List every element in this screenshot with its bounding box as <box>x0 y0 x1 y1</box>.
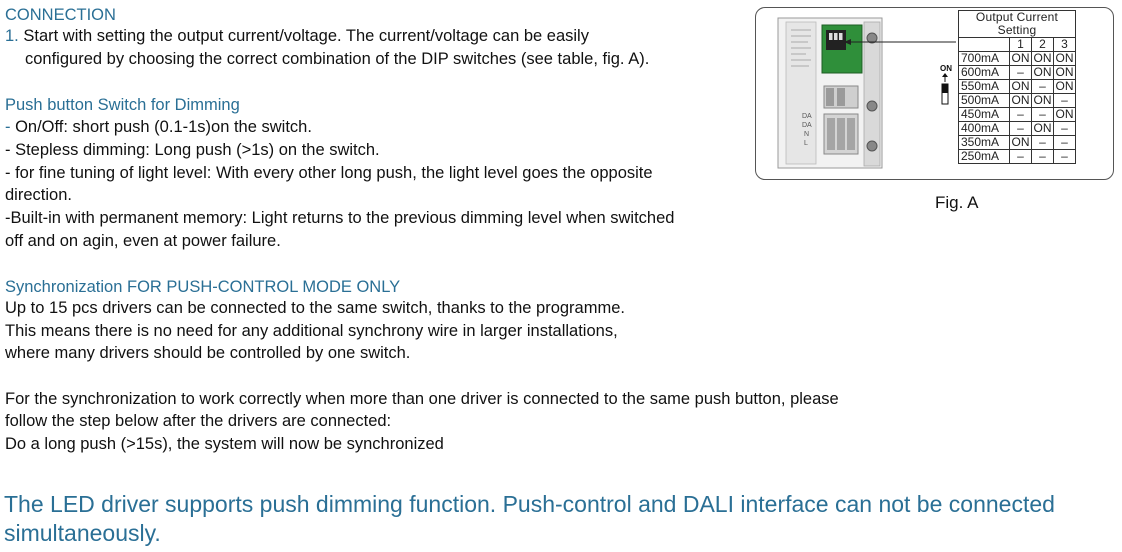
row-cell: ON <box>1055 79 1074 93</box>
table-header-col1: 1 <box>1010 38 1032 52</box>
screw-middle <box>867 101 877 111</box>
row-cell: – <box>1010 66 1032 80</box>
table-row <box>959 94 1076 108</box>
output-current-table <box>958 10 1076 164</box>
row-cell: – <box>1054 122 1076 136</box>
row-label: 450mA <box>959 108 1010 122</box>
row-cell: ON <box>1033 93 1052 107</box>
dip-switch-2 <box>834 33 838 40</box>
table-row <box>959 80 1076 94</box>
row-cell: – <box>1032 136 1054 150</box>
connection-step-line2: configured by choosing the correct combination of the DIP switches (see table, fig. A). <box>25 50 650 68</box>
dimming-line1 <box>5 116 312 139</box>
row-cell: – <box>1054 150 1076 164</box>
dimming-line1-text: On/Off: short push (0.1-1s)on the switch. <box>10 118 312 136</box>
row-cell: ON <box>1033 65 1052 79</box>
sync-line4: For the synchronization to work correctly when more than one driver is connected to the same push button, please <box>5 390 839 408</box>
dimming-dash: - <box>5 118 11 136</box>
row-label: 350mA <box>959 136 1010 150</box>
row-cell: ON <box>1055 107 1074 121</box>
sync-line2: This means there is no need for any additional synchrony wire in larger installations, <box>5 322 618 340</box>
row-cell: ON <box>1011 135 1030 149</box>
row-cell: ON <box>1033 51 1052 65</box>
row-cell: – <box>1010 122 1032 136</box>
table-row <box>959 122 1076 136</box>
row-cell: – <box>1032 150 1054 164</box>
final-note: The LED driver supports push dimming function. Push-control and DALI interface can not be connected simultaneously. <box>4 491 1055 546</box>
row-cell: ON <box>1033 121 1052 135</box>
label-dali-2: DA <box>802 122 812 129</box>
dip-switch-3 <box>839 33 843 40</box>
switch-up-arrow-icon <box>942 73 948 77</box>
row-label: 700mA <box>959 52 1010 66</box>
row-cell: – <box>1010 108 1032 122</box>
row-label: 550mA <box>959 80 1010 94</box>
table-row <box>959 52 1076 66</box>
table-header-col3: 3 <box>1054 38 1076 52</box>
step-number: 1. <box>5 27 19 45</box>
terminal-2 <box>837 118 845 150</box>
table-header-col2: 2 <box>1032 38 1054 52</box>
row-label: 500mA <box>959 94 1010 108</box>
step-text: Start with setting the output current/voltage. The current/voltage can be easily <box>18 27 589 45</box>
switch-legend-knob <box>942 84 948 93</box>
sync-line5: follow the step below after the drivers are connected: <box>5 412 392 430</box>
dimming-line3: - for fine tuning of light level: With every other long push, the light level goes the opposite <box>5 164 653 182</box>
dip-switch-1 <box>829 33 833 40</box>
table-title: Output Current Setting <box>959 11 1076 38</box>
row-cell: – <box>1054 94 1076 108</box>
dimming-line6: off and on agin, even at power failure. <box>5 232 281 250</box>
screw-bottom <box>867 141 877 151</box>
sync-heading: Synchronization FOR PUSH-CONTROL MODE ONLY <box>5 278 401 296</box>
table-row <box>959 108 1076 122</box>
figure-caption: Fig. A <box>935 193 979 212</box>
driver-side-panel <box>786 22 816 164</box>
connector-pin-1 <box>826 88 834 106</box>
sync-line3: where many drivers should be controlled by one switch. <box>5 344 411 362</box>
dimming-heading: Push button Switch for Dimming <box>5 96 240 114</box>
table-row <box>959 136 1076 150</box>
connector-pin-2 <box>837 88 845 106</box>
terminal-3 <box>847 118 855 150</box>
row-label: 600mA <box>959 66 1010 80</box>
dimming-line5: -Built-in with permanent memory: Light returns to the previous dimming level when switched <box>5 209 675 227</box>
row-cell: – <box>1032 108 1054 122</box>
connection-heading: CONNECTION <box>5 6 116 24</box>
row-cell: ON <box>1055 65 1074 79</box>
label-dali-1: DA <box>802 113 812 120</box>
label-n: N <box>804 131 810 138</box>
table-row <box>959 66 1076 80</box>
row-cell: ON <box>1011 93 1030 107</box>
dip-switch-figure <box>755 7 1114 180</box>
switch-on-label: ON <box>940 64 952 73</box>
sync-line1: Up to 15 pcs drivers can be connected to the same switch, thanks to the programme. <box>5 299 625 317</box>
row-cell: ON <box>1055 51 1074 65</box>
row-cell: – <box>1054 136 1076 150</box>
driver-device-illustration <box>756 8 956 179</box>
label-l: L <box>804 140 808 147</box>
row-cell: ON <box>1011 79 1030 93</box>
row-cell: ON <box>1011 51 1030 65</box>
sync-line6: Do a long push (>15s), the system will now be synchronized <box>5 435 444 453</box>
row-cell: – <box>1010 150 1032 164</box>
table-header-blank <box>959 38 1010 52</box>
row-cell: – <box>1032 80 1054 94</box>
terminal-1 <box>827 118 835 150</box>
table-row <box>959 150 1076 164</box>
dimming-line2: - Stepless dimming: Long push (>1s) on the switch. <box>5 141 380 159</box>
dimming-line4: direction. <box>5 186 72 204</box>
connection-step-line1 <box>5 25 589 48</box>
row-label: 250mA <box>959 150 1010 164</box>
row-label: 400mA <box>959 122 1010 136</box>
